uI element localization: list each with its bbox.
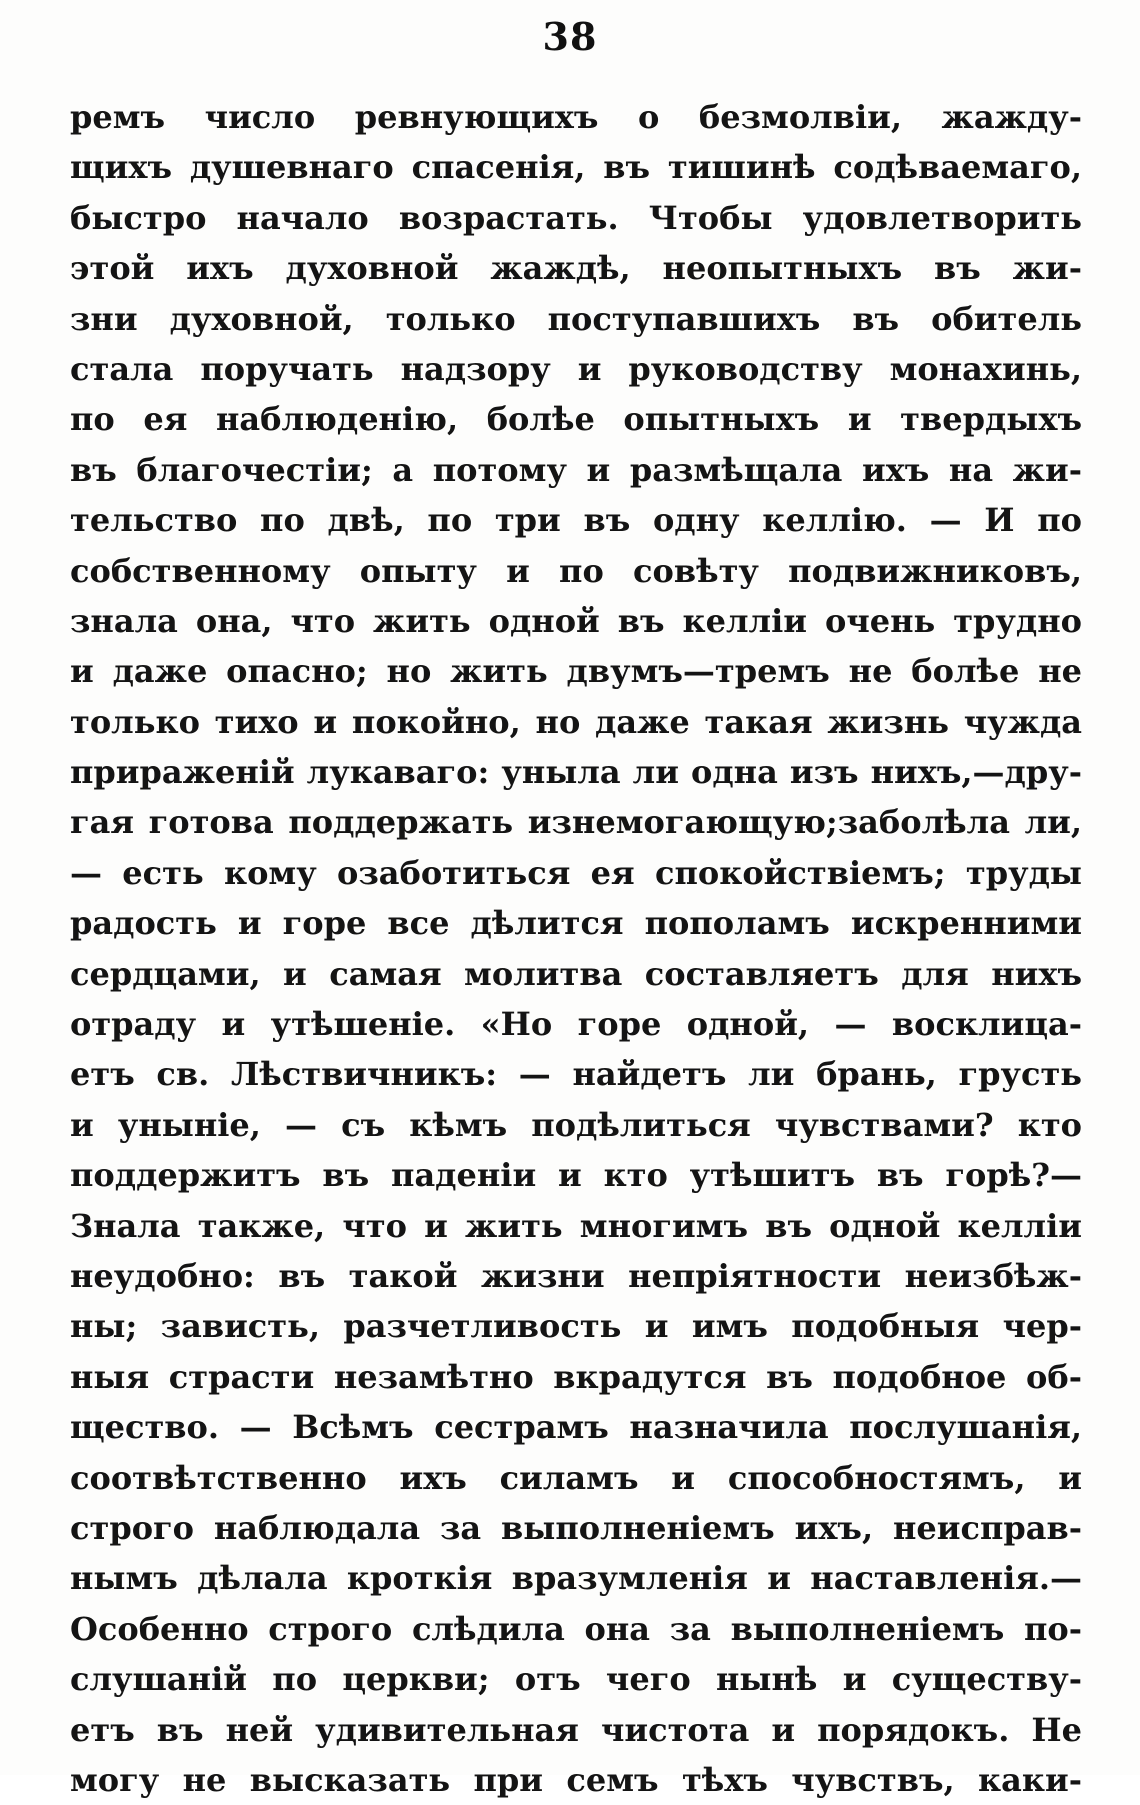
text-line: щихъ душевнаго спасенія, въ тишинѣ содѣваемаго,	[70, 148, 1082, 187]
text-line: ремъ число ревнующихъ о безмолвіи, жажду-	[70, 98, 1082, 136]
text-line: знала она, что жить одной въ келліи очень трудно	[70, 601, 1082, 640]
text-line: въ благочестіи; а потому и размѣщала ихъ на жи-	[70, 450, 1082, 489]
text-line: гая готова поддержать изнемогающую;заболѣла ли,	[70, 803, 1082, 842]
text-line: — есть кому озаботиться ея спокойствіемъ; труды	[70, 853, 1082, 892]
text-line: быстро начало возрастать. Чтобы удовлетворить	[70, 198, 1082, 237]
text-line: могу не высказать при семъ тѣхъ чувствъ, каки-	[70, 1760, 1082, 1799]
text-line: собственному опыту и по совѣту подвижниковъ,	[70, 551, 1082, 590]
text-line: и даже опасно; но жить двумъ—тремъ не болѣе не	[70, 652, 1082, 691]
text-line: прираженій лукаваго: уныла ли одна изъ нихъ,—дру-	[70, 753, 1082, 792]
text-line: нымъ дѣлала кроткія вразумленія и наставленія.—	[70, 1559, 1082, 1598]
text-line: строго наблюдала за выполненіемъ ихъ, неисправ-	[70, 1508, 1082, 1547]
text-line: поддержитъ въ паденіи и кто утѣшитъ въ горѣ?—	[70, 1156, 1082, 1195]
text-line: ныя страсти незамѣтно вкрадутся въ подобное об-	[70, 1357, 1082, 1396]
text-line: зни духовной, только поступавшихъ въ обитель	[70, 299, 1082, 338]
text-line: соотвѣтственно ихъ силамъ и способностямъ, и	[70, 1458, 1082, 1497]
text-line: тельство по двѣ, по три въ одну келлію. — И по	[70, 501, 1082, 540]
text-line: неудобно: въ такой жизни непріятности неизбѣж-	[70, 1256, 1082, 1295]
text-line: отраду и утѣшеніе. «Но горе одной, — восклица-	[70, 1005, 1082, 1044]
text-line: стала поручать надзору и руководству монахинь,	[70, 349, 1082, 388]
text-line: по ея наблюденію, болѣе опытныхъ и твердыхъ	[70, 400, 1082, 439]
text-line: Особенно строго слѣдила она за выполненіемъ по-	[70, 1609, 1082, 1648]
text-line: и уныніе, — съ кѣмъ подѣлиться чувствами? кто	[70, 1105, 1082, 1144]
text-line: сердцами, и самая молитва составляетъ для нихъ	[70, 954, 1082, 993]
body-text	[70, 92, 1082, 1805]
page-number: 38	[542, 14, 598, 59]
text-line: слушаній по церкви; отъ чего нынѣ и существу-	[70, 1660, 1082, 1699]
text-line: Знала также, что и жить многимъ въ одной келліи	[70, 1206, 1082, 1245]
text-line: этой ихъ духовной жаждѣ, неопытныхъ въ жи-	[70, 249, 1082, 288]
text-line: щество. — Всѣмъ сестрамъ назначила послушанія,	[70, 1408, 1082, 1447]
text-line: радость и горе все дѣлится пополамъ искренними	[70, 904, 1082, 943]
text-line: только тихо и покойно, но даже такая жизнь чужда	[70, 702, 1082, 741]
text-line: етъ въ ней удивительная чистота и порядокъ. Не	[70, 1710, 1082, 1749]
text-line: ны; зависть, разчетливость и имъ подобныя чер-	[70, 1307, 1082, 1346]
text-line: етъ св. Лѣствичникъ: — найдетъ ли брань, грусть	[70, 1055, 1082, 1094]
